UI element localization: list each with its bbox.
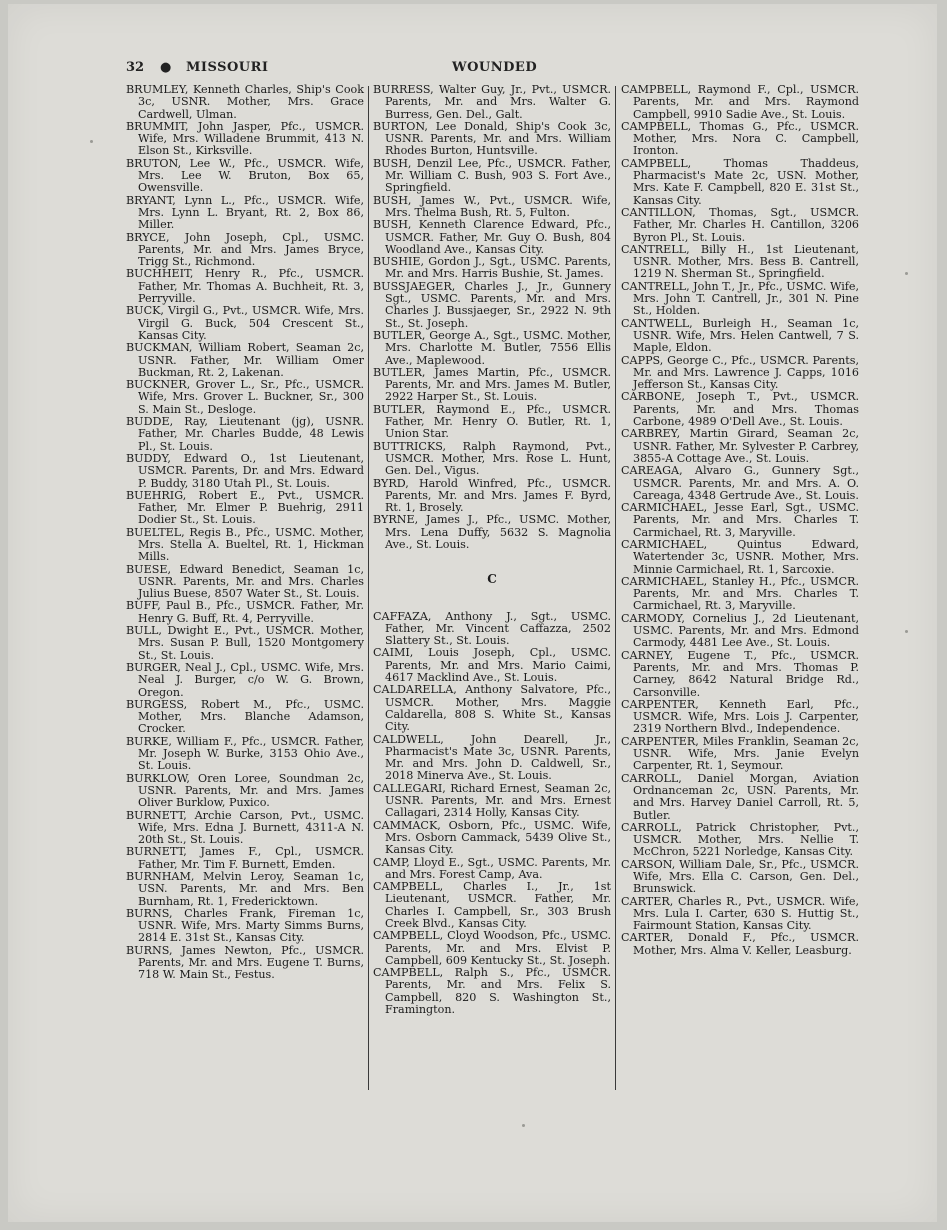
casualty-entry: BUELTEL, Regis B., Pfc., USMC. Mother, Mrs. Stella A. Bueltel, Rt. 1, Hickman Mills. [126, 525, 364, 564]
casualty-entry: CARMICHAEL, Quintus Edward, Watertender 3c, USNR. Mother, Mrs. Minnie Carmichael, Rt. 1, Sarcoxie. [621, 537, 859, 576]
casualty-entry: CARMODY, Cornelius J., 2d Lieutenant, USMC. Parents, Mr. and Mrs. Edmond Carmody, 4481 Lee Ave., St. Louis. [621, 611, 859, 650]
casualty-entry: CANTRELL, Billy H., 1st Lieutenant, USNR. Mother, Mrs. Bess B. Cantrell, 1219 N. Sherman St., Springfield. [621, 242, 859, 281]
casualty-entry: BUSH, James W., Pvt., USMCR. Wife, Mrs. Thelma Bush, Rt. 5, Fulton. [373, 193, 611, 219]
casualty-entry: CARROLL, Patrick Christopher, Pvt., USMCR. Mother, Mrs. Nellie T. McChron, 5221 Norledge, Kansas City. [621, 820, 859, 859]
casualty-entry: BURRESS, Walter Guy, Jr., Pvt., USMCR. Parents, Mr. and Mrs. Walter G. Burress, Gen. Del., Galt. [373, 83, 611, 121]
casualty-entry: BURNETT, Archie Carson, Pvt., USMC. Wife, Mrs. Edna J. Burnett, 4311-A N. 20th St., St. Louis. [126, 808, 364, 847]
casualty-entry: BURKLOW, Oren Loree, Soundman 2c, USNR. Parents, Mr. and Mrs. James Oliver Burklow, Puxico. [126, 771, 364, 810]
casualty-entry: CALLEGARI, Richard Ernest, Seaman 2c, USNR. Parents, Mr. and Mrs. Ernest Callagari, 2314 Holly, Kansas City. [373, 781, 611, 820]
casualty-entry: BUDDY, Edward O., 1st Lieutenant, USMCR. Parents, Dr. and Mrs. Edward P. Buddy, 3180 Utah Pl., St. Louis. [126, 451, 364, 490]
casualty-entry: CARTER, Charles R., Pvt., USMCR. Wife, Mrs. Lula I. Carter, 630 S. Huttig St., Fairmount Station, Kansas City. [621, 894, 859, 933]
casualty-entry: BUFF, Paul B., Pfc., USMCR. Father, Mr. Henry G. Buff, Rt. 4, Perryville. [126, 599, 364, 625]
casualty-entry: BRUTON, Lee W., Pfc., USMCR. Wife, Mrs. Lee W. Bruton, Box 65, Owensville. [126, 156, 364, 195]
casualty-entry: BUTLER, George A., Sgt., USMC. Mother, Mrs. Charlotte M. Butler, 7556 Ellis Ave., Maplewood. [373, 328, 611, 367]
column-3 [621, 84, 859, 957]
casualty-entry: BUTTRICKS, Ralph Raymond, Pvt., USMCR. Mother, Mrs. Rose L. Hunt, Gen. Del., Vigus. [373, 439, 611, 478]
casualty-entry: BUSH, Kenneth Clarence Edward, Pfc., USMCR. Father, Mr. Guy O. Bush, 804 Woodland Ave., Kansas City. [373, 218, 611, 256]
page-number: 32 [126, 60, 145, 75]
casualty-entry: BURTON, Lee Donald, Ship's Cook 3c, USNR. Parents, Mr. and Mrs. William Rhodes Burton, Huntsville. [373, 119, 611, 158]
casualty-entry: CARTER, Donald F., Pfc., USMCR. Mother, Mrs. Alma V. Keller, Leasburg. [621, 931, 859, 957]
casualty-entry: CAMP, Lloyd E., Sgt., USMC. Parents, Mr. and Mrs. Forest Camp, Ava. [373, 855, 611, 881]
paper-speck [90, 140, 93, 143]
casualty-entry: BURNS, James Newton, Pfc., USMCR. Parents, Mr. and Mrs. Eugene T. Burns, 718 W. Main St., Festus. [126, 943, 364, 982]
casualty-entry: BRUMLEY, Kenneth Charles, Ship's Cook 3c, USNR. Mother, Mrs. Grace Cardwell, Ulman. [126, 83, 364, 121]
paper-speck [522, 1124, 525, 1127]
casualty-entry: BRYCE, John Joseph, Cpl., USMC. Parents, Mr. and Mrs. James Bryce, Trigg St., Richmond. [126, 230, 364, 269]
casualty-entry: BUEHRIG, Robert E., Pvt., USMCR. Father, Mr. Elmer P. Buehrig, 2911 Dodier St., St. Louis. [126, 488, 364, 527]
casualty-entry: BURNETT, James F., Cpl., USMCR. Father, Mr. Tim F. Burnett, Emden. [126, 845, 364, 871]
casualty-entry: BURNHAM, Melvin Leroy, Seaman 1c, USN. Parents, Mr. and Mrs. Ben Burnham, Rt. 1, Fredericktown. [126, 870, 364, 908]
casualty-entry: BUCK, Virgil G., Pvt., USMCR. Wife, Mrs. Virgil G. Buck, 504 Crescent St., Kansas City. [126, 304, 364, 342]
casualty-entry: BRUMMIT, John Jasper, Pfc., USMCR. Wife, Mrs. Willadene Brummit, 413 N. Elson St., Kirksville. [126, 119, 364, 158]
casualty-entry: CAPPS, George C., Pfc., USMCR. Parents, Mr. and Mrs. Lawrence J. Capps, 1016 Jefferson St., Kansas City. [621, 353, 859, 392]
section-letter: C [487, 572, 497, 587]
casualty-entry: BUSHIE, Gordon J., Sgt., USMC. Parents, Mr. and Mrs. Harris Bushie, St. James. [373, 255, 611, 281]
column-2 [373, 84, 611, 1016]
casualty-entry: BUSSJAEGER, Charles J., Jr., Gunnery Sgt., USMC. Parents, Mr. and Mrs. Charles J. Bussjaeger, Sr., 2922 N. 9th St., St. Joseph. [373, 279, 611, 330]
casualty-entry: CARMICHAEL, Stanley H., Pfc., USMCR. Parents, Mr. and Mrs. Charles T. Carmichael, Rt. 3, Maryville. [621, 574, 859, 613]
column-divider [615, 86, 616, 1090]
casualty-entry: CAMPBELL, Ralph S., Pfc., USMCR. Parents, Mr. and Mrs. Felix S. Campbell, 820 S. Washington St., Framington. [373, 966, 611, 1017]
casualty-entry: CALDARELLA, Anthony Salvatore, Pfc., USMCR. Mother, Mrs. Maggie Caldarella, 808 S. White St., Kansas City. [373, 683, 611, 734]
casualty-entry: CARBREY, Martin Girard, Seaman 2c, USNR. Father, Mr. Sylvester P. Carbrey, 3855-A Cottage Ave., St. Louis. [621, 427, 859, 465]
column-divider [368, 86, 369, 1090]
casualty-entry: CARPENTER, Miles Franklin, Seaman 2c, USNR. Wife, Mrs. Janie Evelyn Carpenter, Rt. 1, Seymour. [621, 734, 859, 773]
casualty-entry: BUCKMAN, William Robert, Seaman 2c, USNR. Father, Mr. William Omer Buckman, Rt. 2, Lakenan. [126, 341, 364, 379]
casualty-entry: CANTWELL, Burleigh H., Seaman 1c, USNR. Wife, Mrs. Helen Cantwell, 7 S. Maple, Eldon. [621, 316, 859, 355]
casualty-entry: CANTRELL, John T., Jr., Pfc., USMC. Wife, Mrs. John T. Cantrell, Jr., 301 N. Pine St., Holden. [621, 279, 860, 318]
casualty-entry: CAFFAZA, Anthony J., Sgt., USMC. Father, Mr. Vincent Caffazza, 2502 Slattery St., St. Louis. [373, 609, 611, 648]
casualty-entry: CAMPBELL, Cloyd Woodson, Pfc., USMC. Parents, Mr. and Mrs. Elvist P. Campbell, 609 Kentucky St., St. Joseph. [373, 929, 611, 967]
casualty-entry: CAIMI, Louis Joseph, Cpl., USMC. Parents, Mr. and Mrs. Mario Caimi, 4617 Macklind Ave., St. Louis. [373, 646, 611, 685]
casualty-entry: CAMPBELL, Raymond F., Cpl., USMCR. Parents, Mr. and Mrs. Raymond Campbell, 9910 Sadie Ave., St. Louis. [621, 83, 859, 121]
casualty-entry: BRYANT, Lynn L., Pfc., USMCR. Wife, Mrs. Lynn L. Bryant, Rt. 2, Box 86, Miller. [126, 193, 364, 232]
casualty-entry: BUSH, Denzil Lee, Pfc., USMCR. Father, Mr. William C. Bush, 903 S. Fort Ave., Springfield. [373, 156, 611, 195]
casualty-entry: BUCKNER, Grover L., Sr., Pfc., USMCR. Wife, Mrs. Grover L. Buckner, Sr., 300 S. Main St., Desloge. [126, 378, 364, 416]
casualty-entry: BYRD, Harold Winfred, Pfc., USMCR. Parents, Mr. and Mrs. James F. Byrd, Rt. 1, Brosely. [373, 476, 611, 515]
column-1 [126, 84, 364, 982]
casualty-entry: CAREAGA, Alvaro G., Gunnery Sgt., USMCR. Parents, Mr. and Mrs. A. O. Careaga, 4348 Gertrude Ave., St. Louis. [621, 464, 859, 502]
casualty-entry: BURKE, William F., Pfc., USMCR. Father, Mr. Joseph W. Burke, 3153 Ohio Ave., St. Louis. [126, 734, 364, 773]
casualty-entry: BUESE, Edward Benedict, Seaman 1c, USNR. Parents, Mr. and Mrs. Charles Julius Buese, 8507 Water St., St. Louis. [126, 562, 364, 601]
casualty-entry: BULL, Dwight E., Pvt., USMCR. Mother, Mrs. Susan P. Bull, 1520 Montgomery St., St. Louis. [126, 624, 364, 662]
casualty-entry: CAMPBELL, Thomas G., Pfc., USMCR. Mother, Mrs. Nora C. Campbell, Ironton. [621, 119, 859, 158]
casualty-entry: CAMPBELL, Thomas Thaddeus, Pharmacist's Mate 2c, USN. Mother, Mrs. Kate F. Campbell, 820 E. 31st St., Kansas City. [621, 156, 859, 207]
casualty-entry: CAMPBELL, Charles I., Jr., 1st Lieutenant, USMCR. Father, Mr. Charles I. Campbell, Sr., 303 Brush Creek Blvd., Kansas City. [373, 880, 611, 930]
section-heading: WOUNDED [452, 60, 538, 75]
casualty-entry: CAMMACK, Osborn, Pfc., USMC. Wife, Mrs. Osborn Cammack, 5439 Olive St., Kansas City. [373, 818, 611, 857]
casualty-entry: CARNEY, Eugene T., Pfc., USMCR. Parents, Mr. and Mrs. Thomas P. Carney, 8642 Natural Bridge Rd., Carsonville. [621, 648, 859, 699]
state-heading: MISSOURI [186, 60, 269, 75]
casualty-entry: CARPENTER, Kenneth Earl, Pfc., USMCR. Wife, Mrs. Lois J. Carpenter, 2319 Northern Blvd., Independence. [621, 697, 859, 736]
casualty-entry: BUTLER, Raymond E., Pfc., USMCR. Father, Mr. Henry O. Butler, Rt. 1, Union Star. [373, 402, 611, 441]
casualty-entry: BUDDE, Ray, Lieutenant (jg), USNR. Father, Mr. Charles Budde, 48 Lewis Pl., St. Louis. [126, 415, 364, 453]
casualty-entry: BUTLER, James Martin, Pfc., USMCR. Parents, Mr. and Mrs. James M. Butler, 2922 Harper St., St. Louis. [373, 365, 611, 404]
casualty-entry: CALDWELL, John Dearell, Jr., Pharmacist's Mate 3c, USNR. Parents, Mr. and Mrs. John D. Caldwell, Sr., 2018 Minerva Ave., St. Louis. [373, 732, 611, 783]
casualty-entry: BURNS, Charles Frank, Fireman 1c, USNR. Wife, Mrs. Marty Simms Burns, 2814 E. 31st St., Kansas City. [126, 906, 364, 945]
casualty-entry: BYRNE, James J., Pfc., USMC. Mother, Mrs. Lena Duffy, 5632 S. Magnolia Ave., St. Louis. [373, 513, 611, 551]
casualty-entry: BURGER, Neal J., Cpl., USMC. Wife, Mrs. Neal J. Burger, c/o W. G. Brown, Oregon. [126, 660, 364, 699]
casualty-entry: CARROLL, Daniel Morgan, Aviation Ordnanceman 2c, USN. Parents, Mr. and Mrs. Harvey Daniel Carroll, Rt. 5, Butler. [621, 771, 859, 822]
casualty-entry: CARBONE, Joseph T., Pvt., USMCR. Parents, Mr. and Mrs. Thomas Carbone, 4989 O'Dell Ave., St. Louis. [621, 390, 859, 429]
casualty-entry: CARMICHAEL, Jesse Earl, Sgt., USMC. Parents, Mr. and Mrs. Charles T. Carmichael, Rt. 3, Maryville. [621, 501, 859, 539]
header-bullet: ● [160, 60, 172, 75]
paper-speck [905, 272, 908, 275]
casualty-entry: BURGESS, Robert M., Pfc., USMC. Mother, Mrs. Blanche Adamson, Crocker. [126, 697, 364, 736]
paper-speck [905, 630, 908, 633]
casualty-entry: CANTILLON, Thomas, Sgt., USMCR. Father, Mr. Charles H. Cantillon, 3206 Byron Pl., St. Louis. [621, 205, 859, 244]
page-header [0, 58, 947, 80]
casualty-entry: BUCHHEIT, Henry R., Pfc., USMCR. Father, Mr. Thomas A. Buchheit, Rt. 3, Perryville. [126, 267, 364, 306]
casualty-entry: CARSON, William Dale, Sr., Pfc., USMCR. Wife, Mrs. Ella C. Carson, Gen. Del., Brunswick. [621, 857, 859, 896]
